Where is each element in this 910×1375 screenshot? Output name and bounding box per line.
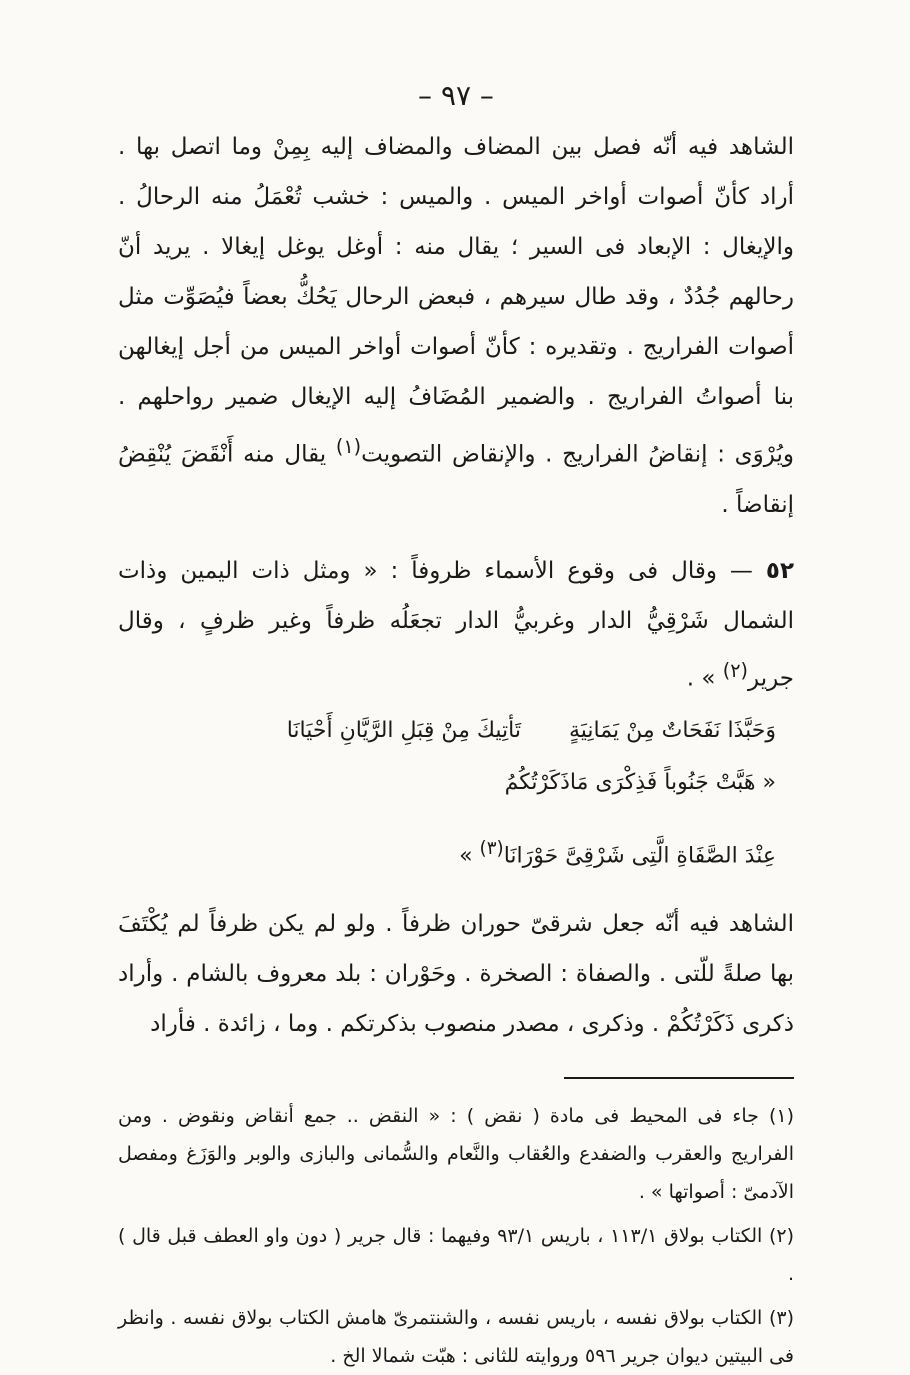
footnote-ref-2: (٢) bbox=[722, 658, 748, 682]
footnote-divider bbox=[564, 1077, 794, 1079]
section-number: ٥٢ bbox=[765, 557, 794, 584]
footnote-ref-3: (٣) bbox=[479, 838, 504, 860]
verse-line-2b bbox=[118, 823, 776, 882]
paragraph-text-end: يقال منه أَنْقَضَ يُنْقِضُ إنقاضاً . bbox=[118, 441, 794, 518]
main-text bbox=[118, 122, 794, 1049]
paragraph-text: — وقال فى وقوع الأسماء ظروفاً : « ومثل ذات اليمين وذات الشمال شَرْقِيُّ الدار وغربيُّ الدار تجعَلُه ظرفاً وغير ظرفٍ ، وقال جرير bbox=[118, 557, 794, 692]
verse-hemistich-first: « هَبَّتْ جَنُوباً فَذِكْرَى مَاذَكَرْتُكُمُ bbox=[504, 770, 776, 796]
verse-end-quote: » bbox=[459, 843, 480, 869]
paragraph-text: الشاهد فيه أنّه فصل بين المضاف والمضاف إليه بِمِنْ وما اتصل بها . أراد كأنّ أصوات أواخر الميس . والميس : خشب تُعْمَلُ منه الرحالُ . والإيغال : الإبعاد فى السير ؛ يقال منه : أوغل يوغل إيغالا . يريد أنّ رحالهم جُدُدٌ ، وقد طال سيرهم ، فبعض الرحال يَحُكُّ بعضاً فيُصَوِّت مثل أصوات الفراريج . وتقديره : كأنّ أصوات أواخر الميس من أجل إيغالهن بنا أصواتُ الفراريج . والضمير المُضَافُ إليه الإيغال ضمير رواحلهم . ويُرْوَى : إنقاضُ الفراريج . والإنقاض التصويت bbox=[118, 134, 794, 468]
page-number: – ٩٧ – bbox=[418, 79, 494, 112]
footnote-3: (٣) الكتاب بولاق نفسه ، باريس نفسه ، والشنتمرىّ هامش الكتاب بولاق نفسه . وانظر فى البيتين ديوان جرير ٥٩٦ وروايته للثانى : هبّت شمالا الخ . bbox=[118, 1306, 794, 1367]
poetry-block bbox=[118, 705, 776, 882]
verse-hemistich-second: تَأتِيكَ مِنْ قِبَلِ الرَّيَّانِ أَحْيَانَا bbox=[286, 718, 521, 744]
paragraph-text-end: » . bbox=[686, 665, 723, 692]
paragraph-section-52 bbox=[118, 546, 794, 704]
footnote-1: (١) جاء فى المحيط فى مادة ( نقض ) : « النقض .. جمع أنقاض ونقوض . ومن الفراريج والعقرب والضفدع والعُقاب والنَّعام والسُّمانى والبازى والوبر والوَزَغ ومفصل الآدمىّ : أصواتها » . bbox=[118, 1104, 794, 1203]
verse-line-2a bbox=[118, 757, 776, 809]
footnotes bbox=[118, 1097, 794, 1375]
paragraph-commentary-1 bbox=[118, 122, 794, 530]
paragraph-commentary-2: الشاهد فيه أنّه جعل شرقىّ حوران ظرفاً . ولو لم يكن ظرفاً لم يُكْتَفَ بها صلةً للّتى . والصفاة : الصخرة . وحَوْران : بلد معروف بالشام . وأراد ذكرى ذَكَرْتُكُمْ . وذكرى ، مصدر منصوب بذكرتكم . وما ، زائدة . فأراد bbox=[118, 910, 794, 1037]
footnote-ref-1: (١) bbox=[335, 435, 362, 458]
verse-hemistich-first: وَحَبَّذَا نَفَحَاتٌ مِنْ يَمَانِيَةٍ bbox=[568, 718, 776, 744]
verse-line-1 bbox=[118, 705, 776, 757]
footnote-2: (٢) الكتاب بولاق ١١٣/١ ، باريس ٩٣/١ وفيهما : قال جرير ( دون واو العطف قبل قال ) . bbox=[118, 1224, 794, 1285]
verse-hemistich-second: عِنْدَ الصَّفَاةِ الَّتِى شَرْقِىَّ حَوْرَانَا bbox=[503, 843, 776, 869]
